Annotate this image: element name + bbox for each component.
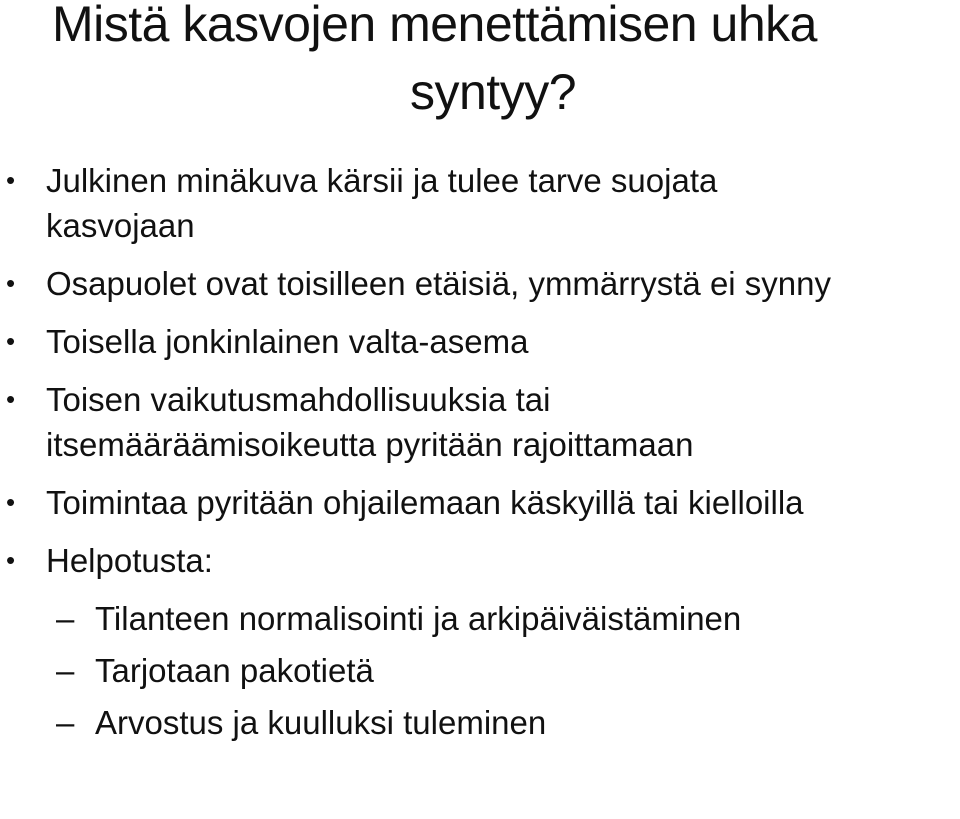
bullet-dot-icon: • bbox=[6, 487, 16, 517]
bullet-item-3 bbox=[0, 319, 866, 364]
subbullet-item-2 bbox=[0, 648, 935, 693]
bullet-text-6: Helpotusta: bbox=[46, 542, 213, 579]
bullet-item-1 bbox=[0, 158, 866, 248]
dash-icon: – bbox=[56, 704, 75, 741]
dash-icon: – bbox=[56, 652, 75, 689]
subbullet-item-1 bbox=[0, 596, 935, 641]
bullet-list bbox=[0, 158, 960, 752]
bullet-text-4: Toisen vaikutusmahdollisuuksia tai itsemääräämisoikeutta pyritään rajoittamaan bbox=[46, 381, 694, 463]
bullet-dot-icon: • bbox=[6, 268, 16, 298]
bullet-item-4 bbox=[0, 377, 866, 467]
bullet-dot-icon: • bbox=[6, 384, 16, 414]
bullet-dot-icon: • bbox=[6, 165, 16, 195]
bullet-item-5 bbox=[0, 480, 866, 525]
slide-title bbox=[0, 0, 960, 126]
bullet-dot-icon: • bbox=[6, 545, 16, 575]
dash-icon: – bbox=[56, 600, 75, 637]
bullet-item-6 bbox=[0, 538, 866, 583]
title-line-2: syntyy? bbox=[410, 64, 577, 120]
title-line-1: Mistä kasvojen menettämisen uhka bbox=[52, 0, 817, 52]
subbullet-text-2: Tarjotaan pakotietä bbox=[95, 652, 374, 689]
bullet-text-3: Toisella jonkinlainen valta-asema bbox=[46, 323, 529, 360]
bullet-dot-icon: • bbox=[6, 326, 16, 356]
bullet-text-2: Osapuolet ovat toisilleen etäisiä, ymmärrystä ei synny bbox=[46, 265, 832, 302]
bullet-text-1: Julkinen minäkuva kärsii ja tulee tarve suojata kasvojaan bbox=[46, 162, 718, 244]
subbullet-text-3: Arvostus ja kuulluksi tuleminen bbox=[95, 704, 547, 741]
subbullet-text-1: Tilanteen normalisointi ja arkipäiväistäminen bbox=[95, 600, 742, 637]
bullet-item-2 bbox=[0, 261, 866, 306]
subbullet-item-3 bbox=[0, 700, 935, 745]
bullet-text-5: Toimintaa pyritään ohjailemaan käskyillä tai kielloilla bbox=[46, 484, 804, 521]
